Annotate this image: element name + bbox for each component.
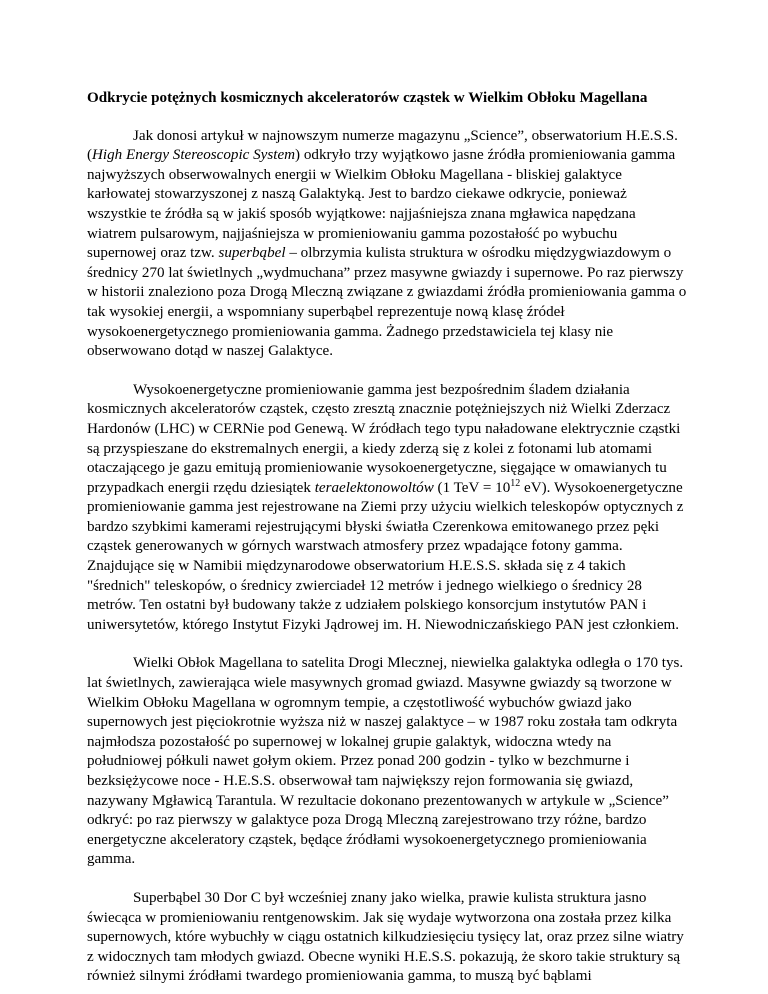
paragraph-2 — [87, 381, 687, 636]
paragraph-1 — [87, 127, 687, 362]
paragraph-2-part-a: Wysokoenergetyczne promieniowanie gamma jest bezpośrednim śladem działania kosmicznych akceleratorów cząstek, często zresztą znacznie potężniejszych niż Wielki Zderzacz Hardonów (LHC) w CERNie pod Genewą. W źródłach tego typu naładowane elektrycznie cząstki są przyspieszane do ekstremalnych energii, a kiedy zderzą się z kolei z fotonami lub atomami otaczającego je gazu emitują promieniowanie wysokoenergetyczne, sięgające w omawianych tu przypadkach energii rzędu dziesiątek — [87, 381, 681, 496]
teraelectronvolts-term: teraelektonowoltów — [314, 479, 434, 496]
paragraph-2-part-b: (1 TeV = 10 — [433, 479, 511, 496]
document-page — [87, 89, 687, 987]
paragraph-2-part-c: eV). Wysokoenergetyczne promieniowanie gamma jest rejestrowane na Ziemi przy użyciu wielkich teleskopów optycznych z bardzo szybkimi kamerami rejestrującymi błyski światła Czerenkowa emitowanego przez pęki cząstek generowanych w górnych warstwach atmosfery przez wpadające fotony gamma. Znajdujące się w Namibii międzynarodowe obserwatorium H.E.S.S. składa się z 4 takich "średnich" teleskopów, o średnicy zwierciadeł 12 metrów i jednego wielkiego o średnicy 28 metrów. Ten ostatni był budowany także z udziałem polskiego konsorcjum instytutów PAN i uniwersytetów, którego Instytut Fizyki Jądrowej im. H. Niewodniczańskiego PAN jest członkiem. — [87, 479, 684, 633]
paragraph-1-part-a: Jak donosi artykuł w najnowszym numerze magazynu „Science”, obserwatorium H.E.S.S. ( — [87, 127, 678, 164]
hess-full-name: High Energy Stereoscopic System — [92, 147, 296, 164]
superbubble-term: superbąbel — [218, 245, 286, 262]
paragraph-3: Wielki Obłok Magellana to satelita Drogi Mlecznej, niewielka galaktyka odległa o 170 tys. lat świetlnych, zawierająca wiele masywnych gromad gwiazd. Masywne gwiazdy są tworzone w Wielkim Obłoku Magellana w ogromnym tempie, a częstotliwość wybuchów gwiazd jako supernowych jest pięciokrotnie wyższa niż w naszej galaktyce – w 1987 roku została tam odkryta najmłodsza pozostałość po supernowej w lokalnej grupie galaktyk, widoczna wtedy na południowej półkuli nawet gołym okiem. Przez ponad 200 godzin - tylko w bezchmurne i bezksiężycowe noce - H.E.S.S. obserwował tam największy rejon formowania się gwiazd, nazywany Mgławicą Tarantula. W rezultacie dokonano prezentowanych w artykule w „Science” odkryć: po raz pierwszy w galaktyce poza Drogą Mleczną zarejestrowano trzy różne, bardzo energetyczne akceleratory cząstek, będące źródłami wysokoenergetycznego promieniowania gamma. — [87, 655, 684, 868]
paragraph-1-part-c: – olbrzymia kulista struktura w ośrodku międzygwiazdowym o średnicy 270 lat świetlnych „wydmuchana” przez masywne gwiazdy i supernowe. Po raz pierwszy w historii znaleziono poza Drogą Mleczną związane z gwiazdami źródła promieniowania gamma o tak wysokiej energii, a wspomniany superbąbel reprezentuje nową klasę źródeł wysokoenergetycznego promieniowania gamma. Żadnego przedstawiciela tej klasy nie obserwowano dotąd w naszej Galaktyce. — [87, 245, 687, 360]
paragraph-4: Superbąbel 30 Dor C był wcześniej znany jako wielka, prawie kulista struktura jasno świecąca w promieniowaniu rentgenowskim. Jak się wydaje wytworzona ona została przez kilka supernowych, które wybuchły w ciągu ostatnich kilkudziesięciu tysięcy lat, oraz przez silne wiatry z widocznych tam młodych gwiazd. Obecne wyniki H.E.S.S. pokazują, że skoro takie struktury są również silnymi źródłami twardego promieniowania gamma, to muszą być bąblami — [87, 889, 684, 985]
exponent: 12 — [510, 477, 521, 489]
document-title: Odkrycie potężnych kosmicznych akceleratorów cząstek w Wielkim Obłoku Magellana — [87, 90, 648, 106]
paragraph-1-part-b: ) odkryło trzy wyjątkowo jasne źródła promieniowania gamma najwyższych obserwowalnych energii w Wielkim Obłoku Magellana - bliskiej galaktyce karłowatej stowarzyszonej z naszą Galaktyką. Jest to bardzo ciekawe odkrycie, ponieważ wszystkie te źródła są w jakiś sposób wyjątkowe: najjaśniejsza znana mgławica napędzana wiatrem pulsarowym, najjaśniejsza w promieniowaniu gamma pozostałość po wybuchu supernowej oraz tzw. — [87, 147, 676, 262]
